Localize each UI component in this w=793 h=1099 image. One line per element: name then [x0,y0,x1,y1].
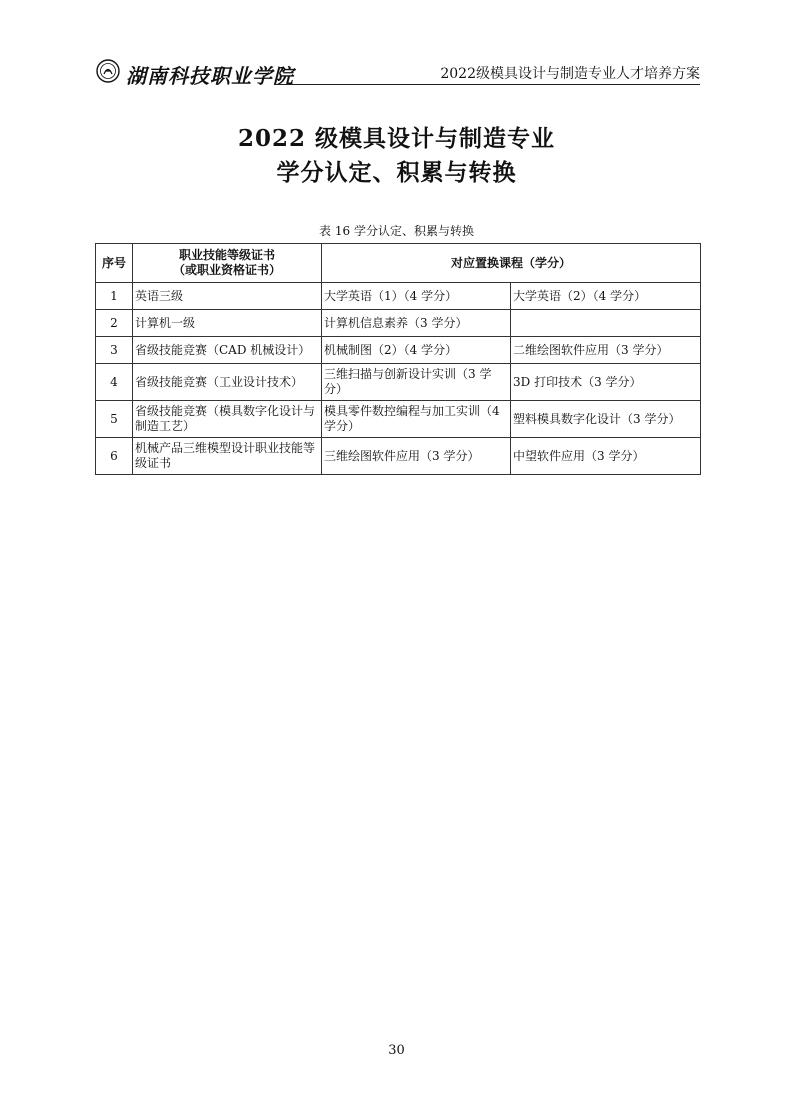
school-seal-icon [96,59,120,83]
row-course-1: 三维扫描与创新设计实训（3 学分） [322,364,511,401]
row-index: 1 [96,283,133,310]
row-course-2: 塑料模具数字化设计（3 学分） [511,401,701,438]
header-document-title: 2022级模具设计与制造专业人才培养方案 [440,66,700,82]
row-certificate: 机械产品三维模型设计职业技能等级证书 [133,438,322,475]
document-title-line1: 2022 级模具设计与制造专业 [237,125,556,152]
row-index: 2 [96,310,133,337]
page-number: 30 [388,1043,405,1058]
row-course-2: 中望软件应用（3 学分） [511,438,701,475]
header-certificate-line2: （或职业资格证书） [172,263,281,277]
row-course-1: 三维绘图软件应用（3 学分） [322,438,511,475]
row-course-2 [511,310,701,337]
row-course-1: 大学英语（1）（4 学分） [322,283,511,310]
row-certificate: 省级技能竞赛（CAD 机械设计） [133,337,322,364]
table-caption: 表 16 学分认定、积累与转换 [319,224,474,238]
header-certificate-line1: 职业技能等级证书 [178,248,275,262]
row-course-2: 二维绘图软件应用（3 学分） [511,337,701,364]
header-courses: 对应置换课程（学分） [322,244,701,283]
row-course-2: 大学英语（2）（4 学分） [511,283,701,310]
credit-conversion-table [95,243,701,475]
row-course-1: 机械制图（2）（4 学分） [322,337,511,364]
row-course-2: 3D 打印技术（3 学分） [511,364,701,401]
row-course-1: 模具零件数控编程与加工实训（4 学分） [322,401,511,438]
table-row [96,337,701,364]
school-logo [96,58,366,86]
table-row [96,310,701,337]
page-header [96,58,700,86]
row-course-1: 计算机信息素养（3 学分） [322,310,511,337]
row-index: 3 [96,337,133,364]
row-certificate: 计算机一级 [133,310,322,337]
table-row [96,401,701,438]
header-certificate [133,244,322,283]
table-row [96,438,701,475]
table-header-row [96,244,701,283]
row-index: 6 [96,438,133,475]
row-certificate: 英语三级 [133,283,322,310]
row-index: 4 [96,364,133,401]
document-title-line2: 学分认定、积累与转换 [276,159,517,186]
header-index: 序号 [96,244,133,283]
row-certificate: 省级技能竞赛（模具数字化设计与制造工艺） [133,401,322,438]
table-row [96,364,701,401]
row-certificate: 省级技能竞赛（工业设计技术） [133,364,322,401]
school-name: 湖南科技职业学院 [126,64,294,88]
header-rule [274,84,700,85]
row-index: 5 [96,401,133,438]
table-row [96,283,701,310]
